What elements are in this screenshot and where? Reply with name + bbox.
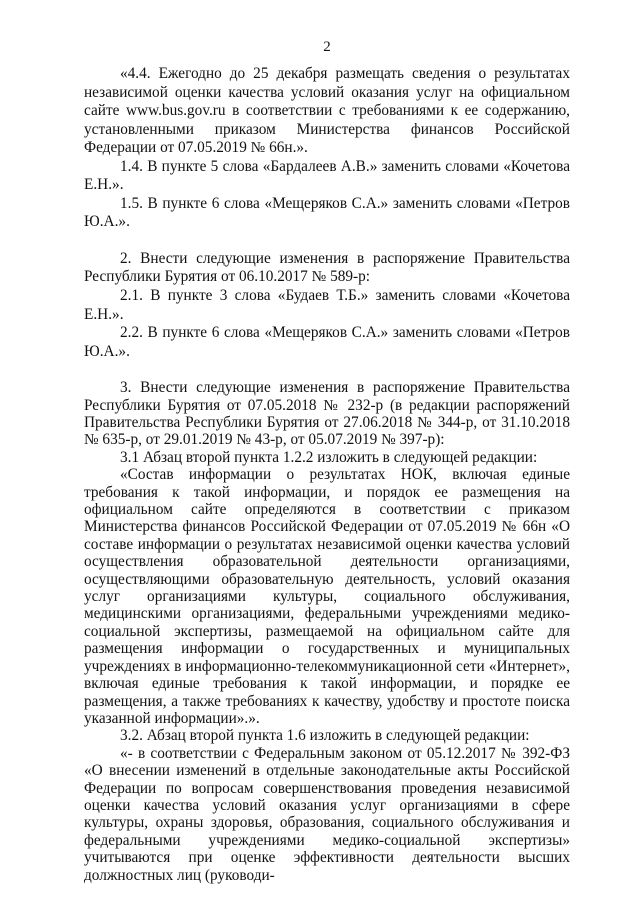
paragraph-2: 2. Внести следующие изменения в распоряжение Правительства Республики Бурятия от 06.10.2017 № 589-р: — [84, 249, 570, 286]
paragraph-1-5: 1.5. В пункте 6 слова «Мещеряков С.А.» заменить словами «Петров Ю.А.». — [84, 194, 570, 231]
paragraph-2-1: 2.1. В пункте 3 слова «Будаев Т.Б.» заменить словами «Кочетова Е.Н.». — [84, 287, 570, 323]
paragraph-1-4: 1.4. В пункте 5 слова «Бардалеев А.В.» заменить словами «Кочетова Е.Н.». — [84, 157, 570, 194]
paragraph-3-1: 3.1 Абзац второй пункта 1.2.2 изложить в следующей редакции: — [120, 448, 538, 466]
paragraph-federal-law: «- в соответствии с Федеральным законом от 05.12.2017 № 392-ФЗ «О внесении изменений в отдельные законодательные акты Российской Федерации по вопросам совершенствования проведения независимой оценки качества условий оказания услуг организациями в сфере культуры, охраны здоровья, образования, социального обслуживания и федеральными учреждениями медико-социальной экспертизы» учитываются при оценке эффективности деятельности высших должностных лиц (руководи- — [84, 744, 570, 884]
paragraph-nok-composition: «Состав информации о результатах НОК, включая единые требования к такой информации, и порядок ее размещения на официальном сайте определяются в соответствии с приказом Министерства финансов Российской Федерации от 07.05.2019 № 66н «О составе информации о результатах независимой оценки качества условий осуществления образовательной деятельности организациями, осуществляющими образовательную деятельность, условий оказания услуг организациями культуры, социального обслуживания, медицинскими организациями, федеральными учреждениями медико-социальной экспертизы, размещаемой на официальном сайте для размещения информации о государственных и муниципальных учреждениях в информационно-телекоммуникационной сети «Интернет», включая единые требования к такой информации, и порядке ее размещения, а также требованиях к качеству, удобству и простоте поиска указанной информации».». — [84, 466, 570, 727]
paragraph-3-2: 3.2. Абзац второй пункта 1.6 изложить в следующей редакции: — [120, 727, 530, 745]
paragraph-3: 3. Внести следующие изменения в распоряжение Правительства Республики Бурятия от 07.05.2018 № 232-р (в редакции распоряжений Правительства Республики Бурятия от 27.06.2018 № 344-р, от 31.10.2018 № 635-р, от 29.01.2019 № 43-р, от 05.07.2019 № 397-р): — [84, 379, 570, 449]
paragraph-4-4: «4.4. Ежегодно до 25 декабря размещать сведения о результатах независимой оценки качества условий оказания услуг на официальном сайте www.bus.gov.ru в соответствии с требованиями к ее содержанию, установленными приказом Министерства финансов Российской Федерации от 07.05.2019 № 66н.». — [84, 65, 570, 157]
page-number: 2 — [323, 39, 331, 55]
paragraph-2-2: 2.2. В пункте 6 слова «Мещеряков С.А.» заменить словами «Петров Ю.А.». — [84, 324, 570, 360]
